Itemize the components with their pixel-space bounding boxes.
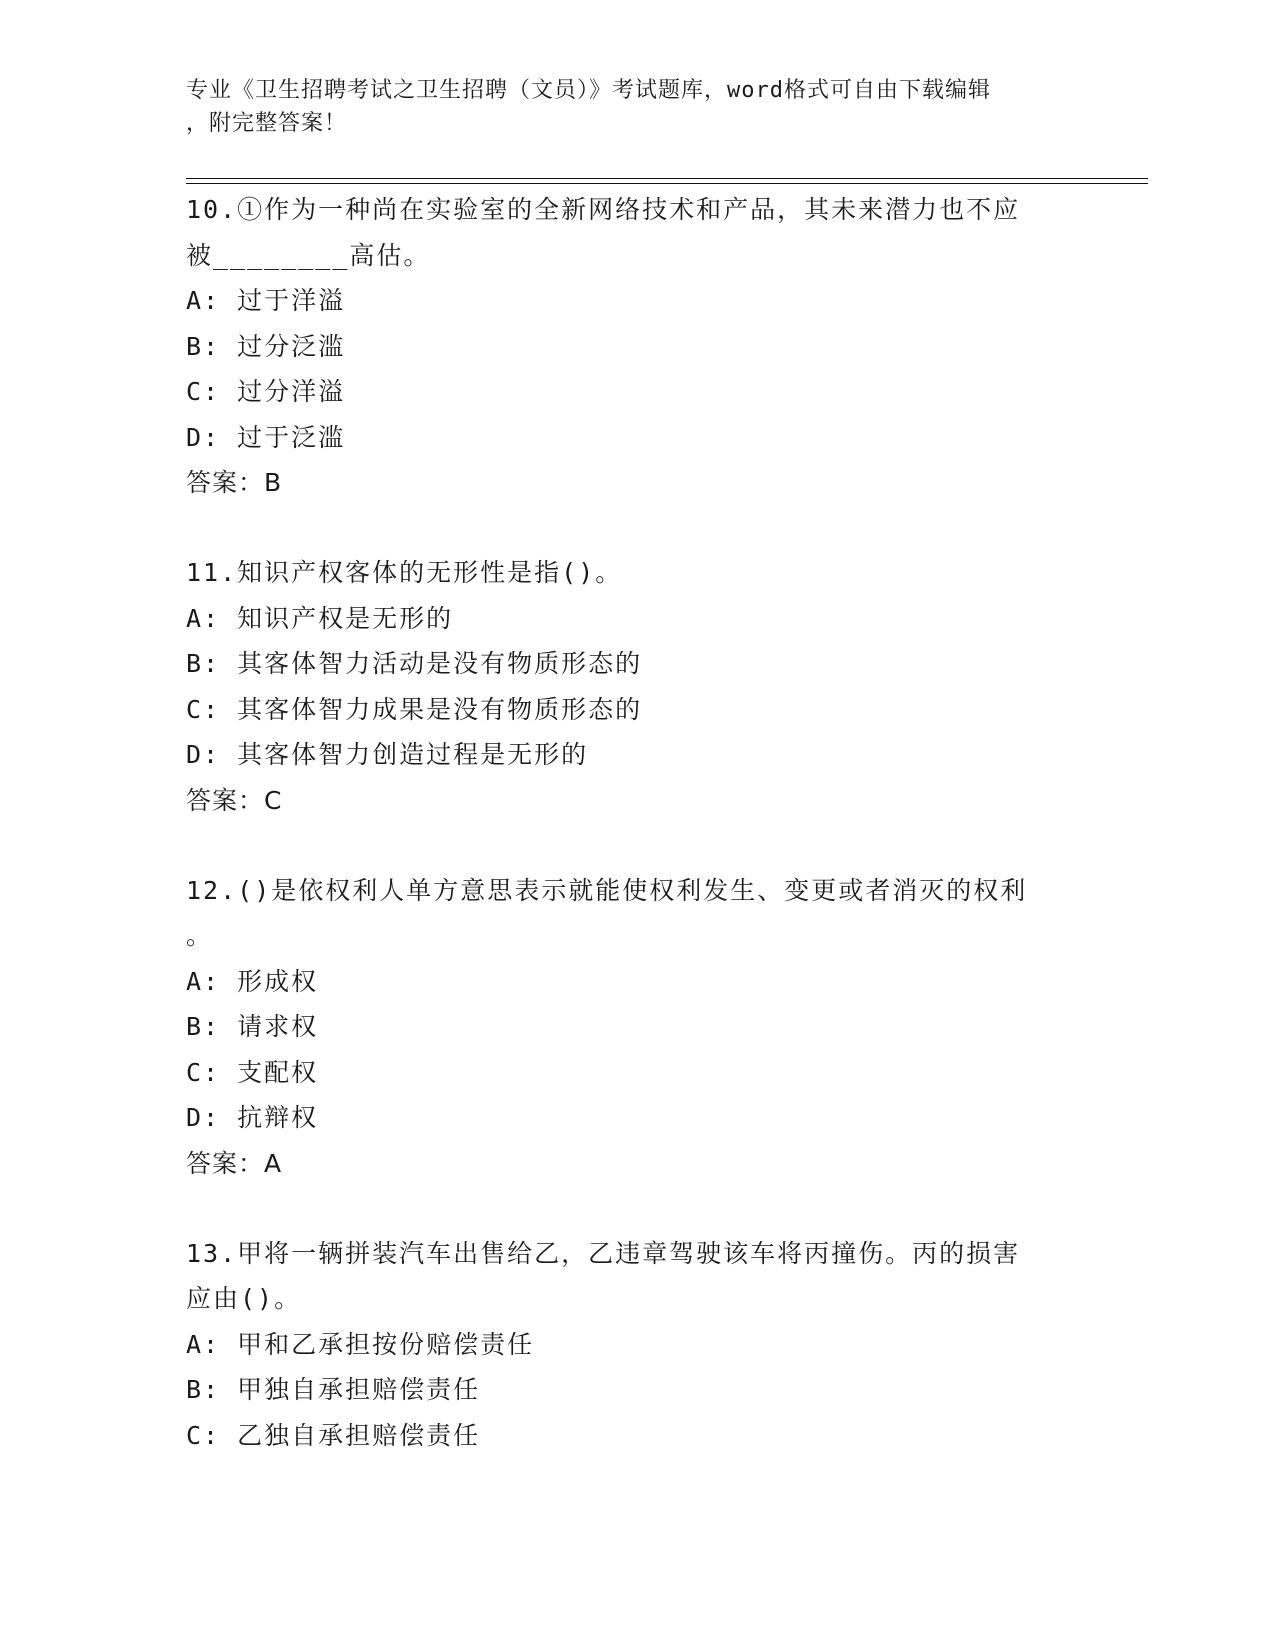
- stem-line: 13.甲将一辆拼装汽车出售给乙，乙违章驾驶该车将丙撞伤。丙的损害: [186, 1238, 1021, 1268]
- header-line-1: 专业《卫生招聘考试之卫生招聘（文员）》考试题库，word格式可自由下载编辑: [186, 78, 991, 103]
- stem-line: 10.①作为一种尚在实验室的全新网络技术和产品，其未来潜力也不应: [186, 195, 1021, 224]
- question-list: [186, 187, 1086, 1502]
- header-divider-top: [186, 178, 1148, 179]
- option-a: A: 知识产权是无形的: [186, 603, 454, 633]
- option-b: B: 其客体智力活动是没有物质形态的: [186, 649, 643, 678]
- option-a: A: 形成权: [186, 966, 319, 996]
- option-b: B: 过分泛滥: [186, 331, 346, 361]
- stem-line: 应由()。: [186, 1284, 302, 1313]
- option-a: A: 过于洋溢: [186, 286, 346, 315]
- header-divider-bottom: [186, 183, 1148, 184]
- option-d: D: 过于泛滥: [186, 422, 346, 452]
- option-c: C: 支配权: [186, 1057, 319, 1087]
- stem-line: 12.()是依权利人单方意思表示就能使权利发生、变更或者消灭的权利: [186, 875, 1028, 905]
- option-b: B: 甲独自承担赔偿责任: [186, 1375, 481, 1404]
- answer-line: 答案：C: [186, 785, 283, 815]
- option-a: A: 甲和乙承担按份赔偿责任: [186, 1329, 535, 1359]
- option-b: B: 请求权: [186, 1012, 319, 1041]
- stem-line: 被________高估。: [186, 240, 431, 270]
- question-stem: [186, 868, 1086, 959]
- question-13: [186, 1231, 1086, 1459]
- question-stem: [186, 187, 1086, 278]
- answer-line: 答案：A: [186, 1148, 283, 1178]
- option-d: D: 其客体智力创造过程是无形的: [186, 740, 589, 769]
- option-d: D: 抗辩权: [186, 1103, 319, 1132]
- option-c: C: 乙独自承担赔偿责任: [186, 1420, 481, 1450]
- stem-line: 。: [186, 921, 214, 950]
- option-c: C: 其客体智力成果是没有物质形态的: [186, 694, 643, 724]
- question-12: [186, 868, 1086, 1187]
- option-c: C: 过分洋溢: [186, 377, 346, 406]
- question-11: [186, 550, 1086, 824]
- document-header: [186, 74, 1066, 140]
- header-line-2: ，附完整答案！: [186, 111, 348, 136]
- question-10: [186, 187, 1086, 506]
- stem-line: 11.知识产权客体的无形性是指()。: [186, 558, 623, 587]
- answer-line: 答案：B: [186, 468, 283, 497]
- question-stem: [186, 550, 1086, 596]
- question-stem: [186, 1231, 1086, 1322]
